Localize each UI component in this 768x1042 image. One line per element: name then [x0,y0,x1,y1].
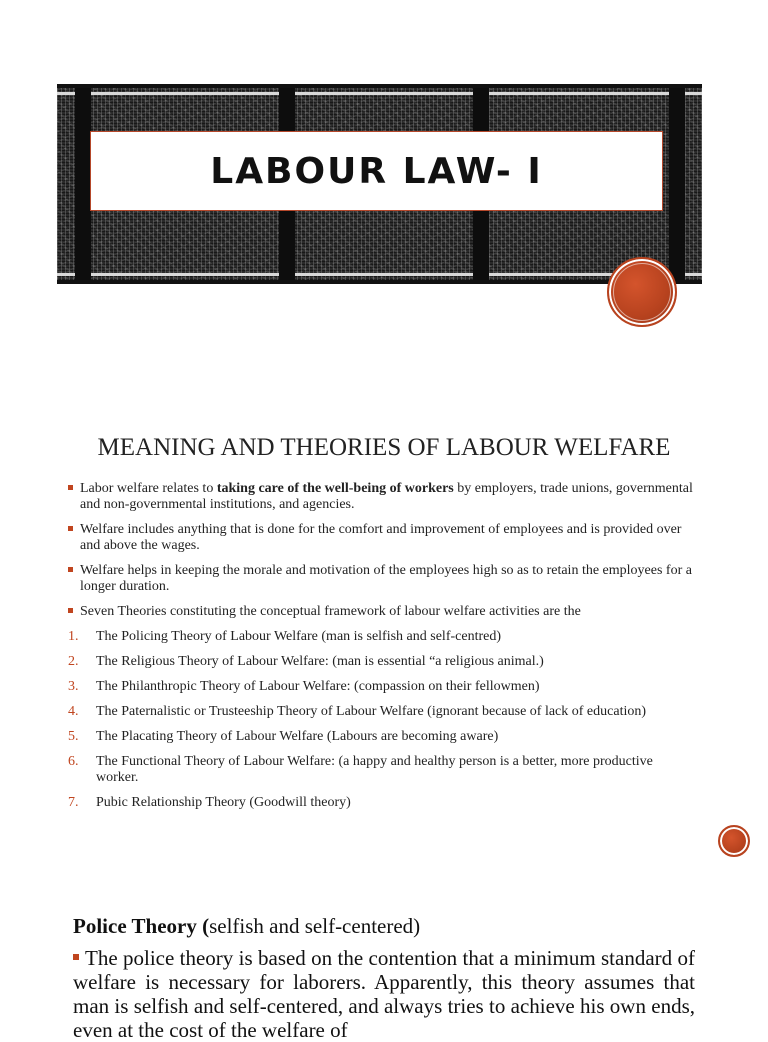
slide-heading: MEANING AND THEORIES OF LABOUR WELFARE [97,434,671,461]
bullet-text: Welfare helps in keeping the morale and motivation of the employees high so as to retain the employees for a longer duration. [80,563,692,594]
slide-body [68,481,698,820]
slide-title: LABOUR LAW- I [210,150,543,192]
theory-number: 3. [68,679,79,694]
theory-number: 5. [68,729,79,744]
theory-number: 7. [68,795,79,810]
theory-text: The Philanthropic Theory of Labour Welfare: (compassion on their fellowmen) [96,679,540,694]
theory-number: 4. [68,704,79,719]
bullet-marker [68,526,73,531]
theory-text: The Placating Theory of Labour Welfare (Labours are becoming aware) [96,729,499,744]
bullet-item [68,563,698,595]
theory-number: 6. [68,754,79,769]
banner-band [669,88,685,280]
theory-text: The Paternalistic or Trusteeship Theory of Labour Welfare (ignorant because of lack of education) [96,704,647,719]
bullet-marker [68,608,73,613]
theory-item [68,679,698,695]
banner-top-edge [57,92,702,95]
theory-number: 2. [68,654,79,669]
theory-text: The Functional Theory of Labour Welfare: (a happy and healthy person is a better, more productive worker. [96,754,653,785]
banner-bottom-edge [57,273,702,276]
decorative-circle [718,825,750,857]
bullet-text: The police theory is based on the contention that a minimum standard of welfare is necessary for laborers. Apparently, this theory assumes that man is selfish and self-centered, and always tries to achieve his own ends, even at the cost of the welfare of [73,946,695,1042]
theory-item [68,629,698,645]
bullet-bold-text: taking care of the well-being of workers [216,481,454,496]
theories-slide [0,360,768,880]
banner-band [75,88,91,280]
slide-heading [73,914,420,939]
slide-body [73,946,695,1042]
bullet-item [68,481,698,513]
bullet-item [68,604,698,620]
theory-text: The Religious Theory of Labour Welfare: (man is essential “a religious animal.) [96,654,544,669]
title-slide [0,0,768,360]
theory-item [68,795,698,811]
theory-item [68,704,698,720]
bullet-text: Welfare includes anything that is done for the comfort and improvement of employees and is provided over and above the wages. [80,522,682,553]
heading-text: selfish and self-centered) [209,914,421,938]
bullet-marker [68,567,73,572]
theory-number: 1. [68,629,79,644]
decorative-circle [607,257,677,327]
heading-bold-text: Police Theory ( [73,914,210,938]
bullet-marker [73,954,79,960]
police-theory-slide [0,880,768,1042]
theory-item [68,654,698,670]
bullet-text: Labor welfare relates to [80,481,217,496]
theory-item [68,754,698,786]
bullet-text: Seven Theories constituting the conceptual framework of labour welfare activities are the [80,604,581,619]
bullet-item [68,522,698,554]
theory-text: The Policing Theory of Labour Welfare (man is selfish and self-centred) [96,629,501,644]
bullet-text: by employers, trade unions, governmental and non-governmental institutions, and agencies. [80,481,693,512]
theory-item [68,729,698,745]
bullet-marker [68,485,73,490]
theory-text: Pubic Relationship Theory (Goodwill theory) [96,795,351,810]
title-box [90,131,663,211]
